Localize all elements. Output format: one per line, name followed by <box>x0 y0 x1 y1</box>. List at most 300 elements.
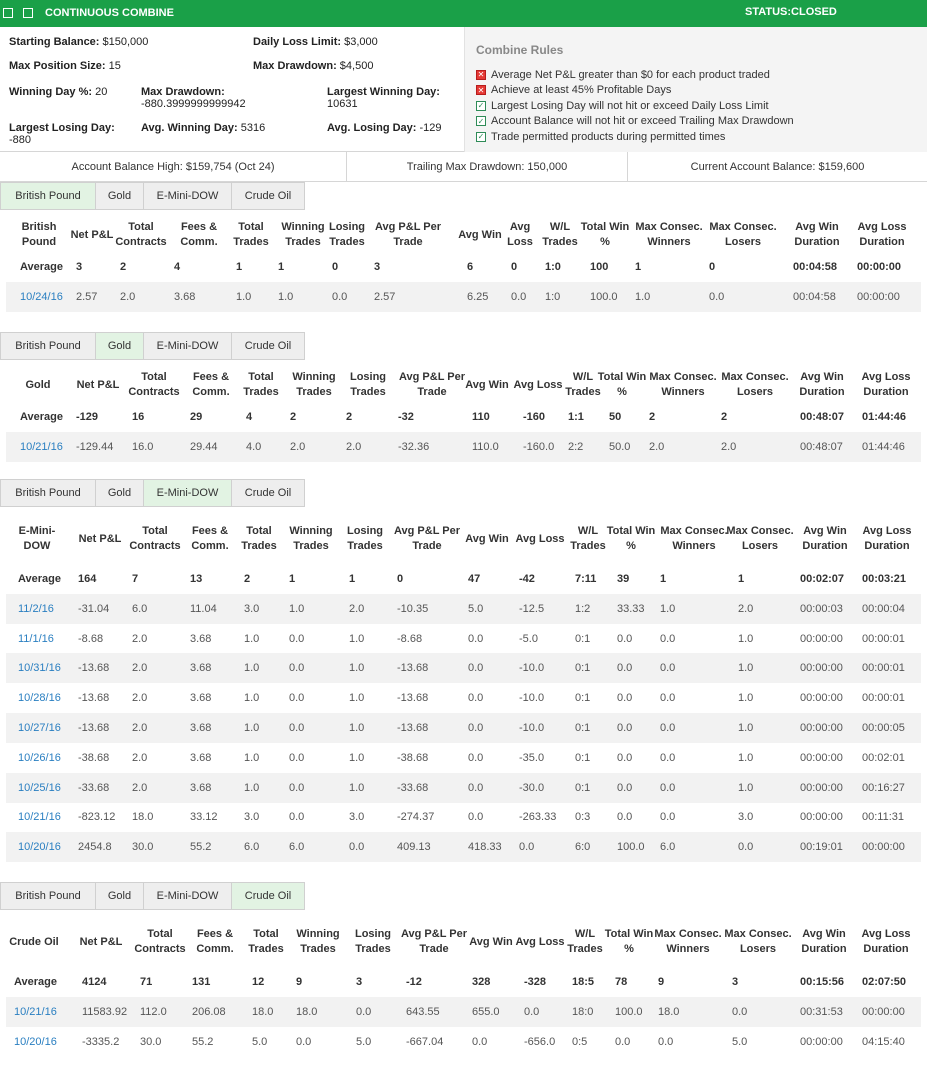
table-cell: 1.0 <box>349 722 365 734</box>
largest-winning-day <box>327 86 440 110</box>
table-cell: 55.2 <box>190 841 212 854</box>
table-cell: 0.0 <box>660 811 676 824</box>
table-cell: 1:0 <box>545 290 561 303</box>
table-row <box>6 282 921 312</box>
column-header[interactable]: Total Contracts <box>115 221 167 248</box>
table-cell: 1 <box>660 573 667 585</box>
table-cell: 1.0 <box>278 290 294 303</box>
table-cell: 3.68 <box>174 290 196 303</box>
table-cell: -13.68 <box>397 692 429 705</box>
column-header[interactable]: Fees & Comm. <box>192 371 230 398</box>
column-header[interactable]: Crude Oil <box>9 935 59 948</box>
table-cell: 0 <box>511 261 518 273</box>
column-header[interactable]: Net P&L <box>79 935 123 948</box>
date-link[interactable]: 10/25/16 <box>18 781 61 794</box>
table-cell: 9 <box>296 976 303 988</box>
table-cell: 1.0 <box>244 692 260 705</box>
date-link[interactable]: 10/24/16 <box>20 290 63 303</box>
winning-day-pct <box>9 86 107 98</box>
table-cell: 2.0 <box>349 602 365 615</box>
table-cell: 1.0 <box>349 662 365 675</box>
average-row <box>6 564 921 594</box>
table-cell: 5.0 <box>252 1035 268 1048</box>
table-cell: 2454.8 <box>78 841 112 854</box>
table-cell: 3 <box>374 261 381 273</box>
combine-rules-panel <box>464 27 927 152</box>
column-header[interactable]: Total Trades <box>233 221 269 248</box>
table-cell: 2 <box>290 411 297 423</box>
table-cell: -656.0 <box>524 1035 556 1048</box>
avg-winning-label: Avg. Winning Day: <box>141 122 238 134</box>
combine-rule-item <box>476 129 794 145</box>
table-cell: 1.0 <box>244 781 260 794</box>
table-cell: 9 <box>658 976 665 988</box>
column-header[interactable]: Net P&L <box>78 532 122 545</box>
table-row <box>6 594 921 624</box>
date-link[interactable]: 11/1/16 <box>18 632 54 645</box>
tab-gold[interactable]: Gold <box>95 182 144 210</box>
max-drawdown-actual <box>141 86 246 110</box>
table-cell: 00:00:00 <box>800 692 843 705</box>
tab-crude-oil[interactable]: Crude Oil <box>231 479 305 507</box>
column-header[interactable]: Avg Win <box>465 532 509 545</box>
table-cell: 2 <box>649 411 656 423</box>
daily-loss-limit-label: Daily Loss Limit: <box>253 36 342 48</box>
table-cell: -12.5 <box>519 602 545 615</box>
column-header[interactable]: E-Mini-DOW <box>18 525 56 552</box>
column-header[interactable]: Total Trades <box>243 371 279 398</box>
table-cell: 100.0 <box>615 1005 643 1018</box>
table-cell: 0.0 <box>660 632 676 645</box>
table-cell: 418.33 <box>468 841 502 854</box>
date-link[interactable]: 10/21/16 <box>20 440 63 453</box>
table-cell: 00:00:00 <box>800 1035 843 1048</box>
table-cell: 1 <box>289 573 296 585</box>
pass-check-icon: ✓ <box>477 132 485 142</box>
column-header[interactable]: Avg Loss <box>513 378 563 391</box>
combine-rule-text: Average Net P&L greater than $0 for each product traded <box>491 68 770 81</box>
table-cell: 11583.92 <box>82 1005 128 1018</box>
table-cell: -129 <box>76 411 99 423</box>
table-cell: -160.0 <box>523 440 555 453</box>
table-cell: 18:5 <box>572 976 595 988</box>
date-link[interactable]: 10/20/16 <box>18 841 61 854</box>
table-cell: 0.0 <box>356 1005 372 1018</box>
max-position-value: 15 <box>108 60 121 72</box>
table-cell: 0.0 <box>617 632 633 645</box>
column-header[interactable]: Net P&L <box>76 378 120 391</box>
pass-check-icon: ✓ <box>477 116 485 126</box>
table-cell: 0:1 <box>575 781 591 794</box>
column-header[interactable]: Losing Trades <box>328 221 366 248</box>
table-cell: 01:44:46 <box>862 411 907 423</box>
table-cell: 1 <box>236 261 243 273</box>
column-header[interactable]: Avg Loss Duration <box>861 371 911 398</box>
table-cell: 0.0 <box>709 290 725 303</box>
column-header[interactable]: Avg Win <box>469 935 513 948</box>
table-cell: 1.0 <box>738 722 754 734</box>
table-cell: 1.0 <box>349 781 365 794</box>
table-cell: 100 <box>590 261 609 273</box>
table-cell: 0:1 <box>575 662 591 675</box>
table-cell: 4124 <box>82 976 107 988</box>
avg-losing-value: -129 <box>419 122 442 134</box>
column-header[interactable]: British Pound <box>21 221 57 248</box>
column-header[interactable]: W/L Trades <box>565 371 601 398</box>
column-header[interactable]: Avg Loss Duration <box>857 221 907 248</box>
table-cell: 0.0 <box>617 781 633 794</box>
table-cell: -32.36 <box>398 440 430 453</box>
table-cell: 3.68 <box>190 781 212 794</box>
table-cell: -30.0 <box>519 781 545 794</box>
table-cell: 1.0 <box>349 692 365 705</box>
tab-crude-oil[interactable]: Crude Oil <box>231 882 305 910</box>
table-cell: -35.0 <box>519 751 545 764</box>
table-cell: 71 <box>140 976 153 988</box>
table-cell: 1:2 <box>575 602 591 615</box>
table-cell: 00:48:07 <box>800 440 843 453</box>
column-header[interactable]: Avg Win Duration <box>794 221 840 248</box>
page-title: CONTINUOUS COMBINE <box>45 7 174 19</box>
tab-e-mini-dow[interactable]: E-Mini-DOW <box>143 182 232 210</box>
daily-loss-limit-value: $3,000 <box>344 36 378 48</box>
table-cell: 00:00:03 <box>800 602 843 615</box>
table-cell: 2.57 <box>374 290 396 303</box>
table-cell: 0.0 <box>289 781 305 794</box>
table-cell: 00:00:00 <box>800 722 843 734</box>
table-cell: 0.0 <box>289 662 305 675</box>
table-cell: 0.0 <box>468 811 484 824</box>
tab-british-pound[interactable]: British Pound <box>0 882 96 910</box>
table-row <box>6 713 921 743</box>
table-cell: 3.0 <box>349 811 365 824</box>
table-cell: -823.12 <box>78 811 116 824</box>
table-cell: 0:1 <box>575 751 591 764</box>
tab-british-pound[interactable]: British Pound <box>0 182 96 210</box>
table-cell: 04:15:40 <box>862 1035 905 1048</box>
table-cell: -667.04 <box>406 1035 444 1048</box>
column-header[interactable]: W/L Trades <box>567 928 603 955</box>
column-header[interactable]: Avg Loss Duration <box>861 928 911 955</box>
table-cell: 3.0 <box>738 811 754 824</box>
table-cell: 00:00:00 <box>857 290 900 303</box>
starting-balance-value: $150,000 <box>102 36 149 48</box>
current-account-balance: Current Account Balance: $159,600 <box>627 152 927 182</box>
date-link[interactable]: 10/20/16 <box>14 1035 57 1048</box>
table-cell: 3.68 <box>190 632 212 645</box>
column-header[interactable]: Total Contracts <box>134 928 186 955</box>
table-cell: 0.0 <box>660 781 676 794</box>
table-cell: 0.0 <box>617 751 633 764</box>
table-cell: 0.0 <box>660 662 676 675</box>
table-cell: -10.0 <box>519 662 545 675</box>
largest-losing-label: Largest Losing Day: <box>9 122 115 134</box>
table-cell: 3.0 <box>244 811 260 824</box>
column-header[interactable]: Winning Trades <box>292 371 336 398</box>
table-cell: 3 <box>356 976 363 988</box>
column-header[interactable]: Avg Win Duration <box>801 928 847 955</box>
column-header[interactable]: Losing Trades <box>346 525 384 552</box>
column-header[interactable]: Total Contracts <box>128 371 180 398</box>
table-cell: 6.0 <box>244 841 260 854</box>
table-cell: 7:11 <box>575 573 597 585</box>
table-cell: 50 <box>609 411 622 423</box>
column-header[interactable]: Avg Loss <box>507 221 533 248</box>
table-cell: 4 <box>174 261 181 273</box>
table-cell: 0.0 <box>468 722 484 734</box>
table-cell: 1.0 <box>349 751 365 764</box>
table-cell: -3335.2 <box>82 1035 120 1048</box>
table-row <box>6 997 921 1027</box>
max-drawdown-actual-value: -880.3999999999942 <box>141 98 246 110</box>
winning-day-value: 20 <box>95 86 108 98</box>
column-header[interactable]: Losing Trades <box>349 371 387 398</box>
column-header[interactable]: Avg P&L Per Trade <box>374 221 442 248</box>
table-cell: 01:44:46 <box>862 440 905 453</box>
column-header[interactable]: Avg Win <box>458 228 502 241</box>
column-header[interactable]: Avg Loss <box>515 935 565 948</box>
combine-rule-item <box>476 114 794 130</box>
table-cell: 13 <box>190 573 203 585</box>
column-header[interactable]: Fees & Comm. <box>196 928 234 955</box>
table-cell: 0.0 <box>524 1005 540 1018</box>
table-cell: 1:1 <box>568 411 584 423</box>
column-header[interactable]: Avg P&L Per Trade <box>400 928 468 955</box>
column-header[interactable]: Max Consec. Winners <box>635 221 703 248</box>
table-cell: 1.0 <box>244 722 260 734</box>
table-cell: 0.0 <box>468 781 484 794</box>
table-cell: 0 <box>397 573 404 585</box>
column-header[interactable]: Total Win % <box>580 221 630 248</box>
table-cell: 00:00:00 <box>862 1005 905 1018</box>
fail-x-icon: ✕ <box>477 85 485 95</box>
table-cell: -13.68 <box>397 722 429 734</box>
table-row <box>6 773 921 803</box>
column-header[interactable]: Avg Win Duration <box>799 371 845 398</box>
checkbox-icon[interactable] <box>3 8 13 18</box>
table-cell: 409.13 <box>397 841 431 854</box>
table-cell: 1:0 <box>545 261 561 273</box>
tab-british-pound[interactable]: British Pound <box>0 479 96 507</box>
tab-crude-oil[interactable]: Crude Oil <box>231 332 305 360</box>
table-cell: 11.04 <box>190 602 217 615</box>
largest-winning-label: Largest Winning Day: <box>327 86 440 98</box>
table-cell: -13.68 <box>78 662 110 675</box>
table-cell: -13.68 <box>78 692 110 705</box>
table-cell: 00:00:00 <box>857 261 902 273</box>
table-cell: 0:1 <box>575 632 591 645</box>
column-header[interactable]: Losing Trades <box>354 928 392 955</box>
table-cell: -8.68 <box>397 632 423 645</box>
table-cell: 2.0 <box>120 290 136 303</box>
date-link[interactable]: 10/26/16 <box>18 751 61 764</box>
table-cell: 2 <box>120 261 127 273</box>
table-cell: 2.0 <box>721 440 737 453</box>
table-cell: 0.0 <box>289 811 305 824</box>
tab-e-mini-dow[interactable]: E-Mini-DOW <box>143 332 232 360</box>
combine-rule-text: Largest Losing Day will not hit or exceed Daily Loss Limit <box>491 99 769 112</box>
combine-rule-item <box>476 83 794 99</box>
column-header[interactable]: W/L Trades <box>570 525 606 552</box>
table-cell: 0.0 <box>468 632 484 645</box>
table-cell: 1 <box>349 573 356 585</box>
table-cell: 0.0 <box>660 751 676 764</box>
column-header[interactable]: Avg Loss Duration <box>862 525 912 552</box>
table-cell: 0.0 <box>468 662 484 675</box>
column-header[interactable]: Avg Win Duration <box>802 525 848 552</box>
table-cell: 110 <box>472 411 490 423</box>
table-cell: 0.0 <box>732 1005 748 1018</box>
tab-gold[interactable]: Gold <box>95 332 144 360</box>
table-cell: 2.0 <box>290 440 306 453</box>
column-header[interactable]: Max Consec. Winners <box>654 928 722 955</box>
tab-gold[interactable]: Gold <box>95 479 144 507</box>
table-cell: -10.35 <box>397 602 429 615</box>
column-header[interactable]: Winning Trades <box>289 525 333 552</box>
table-cell: 50.0 <box>609 440 631 453</box>
table-cell: 00:00:04 <box>862 602 905 615</box>
checkbox-icon[interactable] <box>23 8 33 18</box>
column-header[interactable]: Max Consec. Losers <box>721 371 789 398</box>
column-header[interactable]: Total Win % <box>597 371 647 398</box>
column-header[interactable]: Total Win % <box>606 525 656 552</box>
table-cell: 00:00:01 <box>862 692 905 705</box>
table-cell: 0.0 <box>738 841 754 854</box>
column-header[interactable]: Max Consec. Winners <box>649 371 717 398</box>
row-label: Average <box>14 976 58 988</box>
date-link[interactable]: 10/21/16 <box>14 1005 57 1018</box>
column-header[interactable]: Fees & Comm. <box>191 525 229 552</box>
table-cell: 2:2 <box>568 440 584 453</box>
combine-rules-list <box>476 67 794 145</box>
table-cell: 00:16:27 <box>862 781 905 794</box>
date-link[interactable]: 10/31/16 <box>18 662 61 675</box>
table-cell: 6.0 <box>660 841 676 854</box>
fail-x-icon: ✕ <box>477 70 485 80</box>
largest-losing-day <box>9 122 115 146</box>
table-cell: 12 <box>252 976 265 988</box>
table-header <box>0 363 927 407</box>
table-cell: 6.0 <box>289 841 305 854</box>
table-cell: -38.68 <box>397 751 429 764</box>
table-cell: 2.0 <box>346 440 362 453</box>
table-cell: 0.0 <box>349 841 365 854</box>
table-cell: 643.55 <box>406 1005 440 1018</box>
table-cell: 00:04:58 <box>793 261 838 273</box>
column-header[interactable]: Total Contracts <box>129 525 181 552</box>
column-header[interactable]: Max Consec. Losers <box>724 928 792 955</box>
table-cell: 33.33 <box>617 602 645 615</box>
column-header[interactable]: Fees & Comm. <box>180 221 218 248</box>
table-cell: 2.57 <box>76 290 98 303</box>
starting-balance-label: Starting Balance: <box>9 36 100 48</box>
table-cell: -263.33 <box>519 811 557 824</box>
table-cell: 0.0 <box>660 722 676 734</box>
column-header[interactable]: Avg P&L Per Trade <box>398 371 466 398</box>
column-header[interactable]: Max Consec. Losers <box>726 525 794 552</box>
table-cell: 78 <box>615 976 628 988</box>
table-cell: 3 <box>732 976 739 988</box>
tab-e-mini-dow[interactable]: E-Mini-DOW <box>143 882 232 910</box>
date-link[interactable]: 10/21/16 <box>18 811 61 824</box>
tab-e-mini-dow[interactable]: E-Mini-DOW <box>143 479 232 507</box>
table-cell: 0.0 <box>617 722 633 734</box>
table-cell: -33.68 <box>78 781 110 794</box>
table-cell: 2.0 <box>132 662 148 675</box>
tab-british-pound[interactable]: British Pound <box>0 332 96 360</box>
table-cell: 0:3 <box>575 811 591 824</box>
table-cell: 3.0 <box>244 602 260 615</box>
combine-rule-text: Account Balance will not hit or exceed Trailing Max Drawdown <box>491 115 794 128</box>
table-cell: 0.0 <box>468 751 484 764</box>
column-header[interactable]: Avg Loss <box>515 532 565 545</box>
column-header[interactable]: Avg Win <box>465 378 509 391</box>
row-label: Average <box>20 261 64 273</box>
table-cell: 2.0 <box>132 781 148 794</box>
table-cell: 18.0 <box>132 811 154 824</box>
table-cell: 3.68 <box>190 662 212 675</box>
table-cell: 328 <box>472 976 491 988</box>
table-cell: 0.0 <box>289 722 305 734</box>
column-header[interactable]: Total Trades <box>248 928 284 955</box>
table-cell: 00:48:07 <box>800 411 845 423</box>
avg-losing-label: Avg. Losing Day: <box>327 122 417 134</box>
row-label: Average <box>18 573 62 585</box>
table-cell: 0.0 <box>296 1035 312 1048</box>
table-cell: 1 <box>635 261 642 273</box>
column-header[interactable]: Net P&L <box>70 228 114 241</box>
table-cell: -8.68 <box>78 632 104 645</box>
column-header[interactable]: Avg P&L Per Trade <box>393 525 461 552</box>
date-link[interactable]: 10/28/16 <box>18 692 61 705</box>
tab-gold[interactable]: Gold <box>95 882 144 910</box>
column-header[interactable]: Max Consec. Losers <box>709 221 777 248</box>
combine-rule-item <box>476 67 794 83</box>
column-header[interactable]: Winning Trades <box>296 928 340 955</box>
table-cell: -38.68 <box>78 751 110 764</box>
average-row <box>6 402 921 432</box>
column-header[interactable]: Winning Trades <box>281 221 325 248</box>
table-cell: 6.25 <box>467 290 489 303</box>
column-header[interactable]: Total Trades <box>241 525 277 552</box>
table-row <box>6 683 921 713</box>
table-cell: 6:0 <box>575 841 591 854</box>
table-cell: 5.0 <box>356 1035 372 1048</box>
table-row <box>6 802 921 832</box>
table-cell: 2.0 <box>132 751 148 764</box>
column-header[interactable]: Gold <box>25 378 51 391</box>
column-header[interactable]: W/L Trades <box>542 221 578 248</box>
table-cell: 0:1 <box>575 722 591 734</box>
max-drawdown-label: Max Drawdown: <box>253 60 337 72</box>
column-header[interactable]: Total Win % <box>604 928 654 955</box>
starting-balance <box>9 36 148 48</box>
table-cell: 29 <box>190 411 203 423</box>
table-cell: -129.44 <box>76 440 114 453</box>
column-header[interactable]: Max Consec. Winners <box>660 525 728 552</box>
table-cell: -31.04 <box>78 602 110 615</box>
average-row <box>6 967 921 997</box>
max-drawdown <box>253 60 373 72</box>
table-cell: 18:0 <box>572 1005 594 1018</box>
tab-crude-oil[interactable]: Crude Oil <box>231 182 305 210</box>
date-link[interactable]: 10/27/16 <box>18 722 61 734</box>
table-cell: 2 <box>721 411 728 423</box>
table-cell: 00:02:07 <box>800 573 845 585</box>
table-cell: 1 <box>278 261 285 273</box>
table-cell: 33.12 <box>190 811 218 824</box>
date-link[interactable]: 11/2/16 <box>18 602 54 615</box>
